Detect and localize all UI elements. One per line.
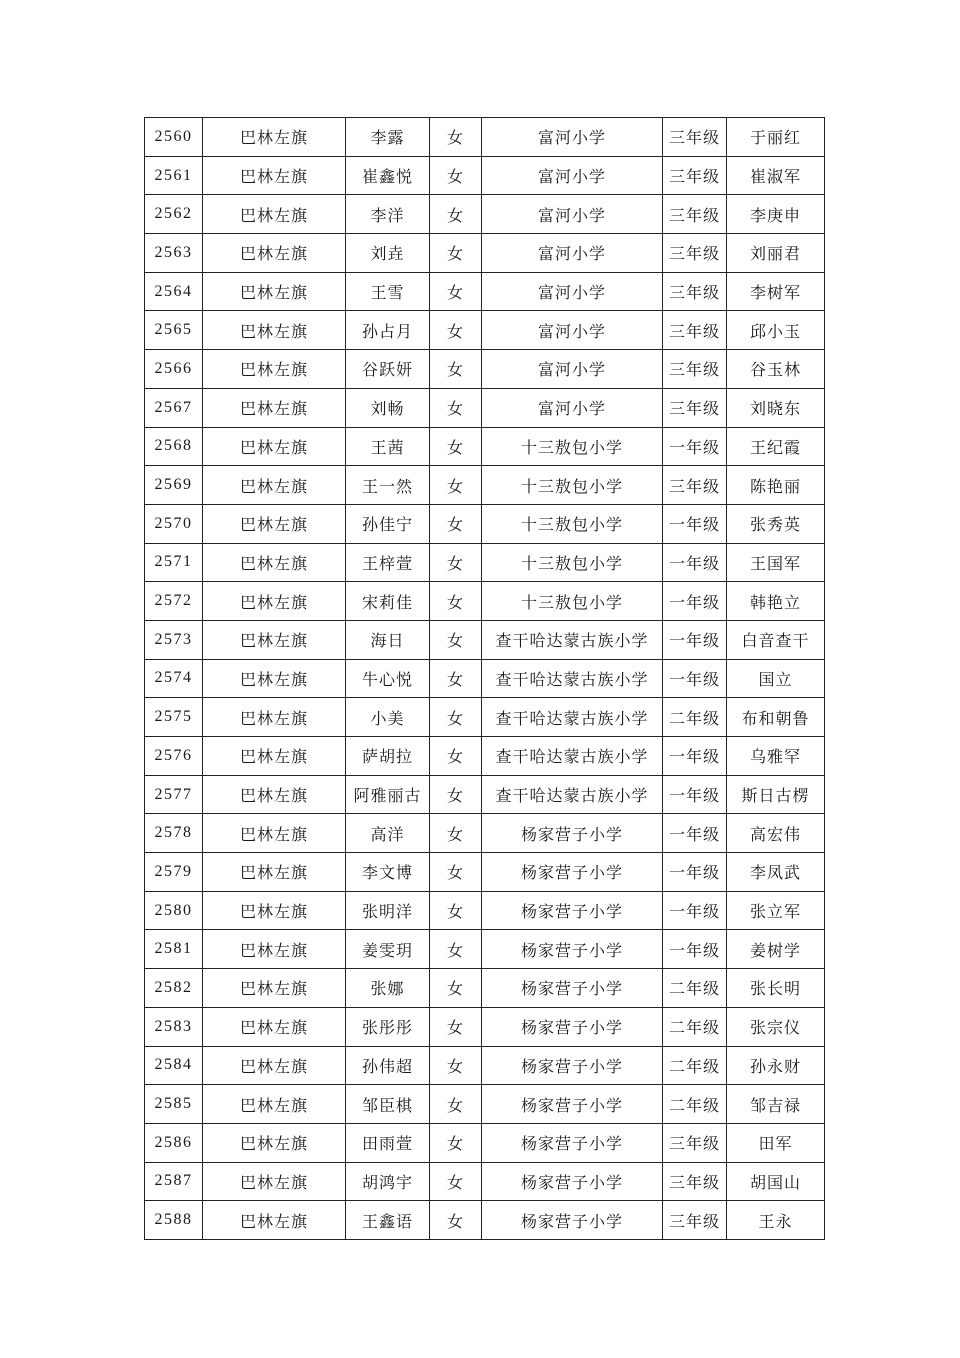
student-name-cell: 李文博 — [346, 853, 430, 892]
grade-cell: 三年级 — [663, 1162, 727, 1201]
guardian-name-cell: 刘丽君 — [727, 234, 825, 273]
guardian-name-cell: 刘晓东 — [727, 388, 825, 427]
school-cell: 十三敖包小学 — [482, 582, 663, 621]
guardian-name-cell: 高宏伟 — [727, 814, 825, 853]
guardian-name-cell: 于丽红 — [727, 118, 825, 157]
table-row — [145, 814, 825, 853]
student-name-cell: 田雨萱 — [346, 1123, 430, 1162]
serial-number-cell: 2576 — [145, 737, 203, 776]
guardian-name-cell: 张秀英 — [727, 504, 825, 543]
gender-cell: 女 — [430, 891, 482, 930]
student-name-cell: 刘垚 — [346, 234, 430, 273]
serial-number-cell: 2574 — [145, 659, 203, 698]
table-row — [145, 195, 825, 234]
school-cell: 查干哈达蒙古族小学 — [482, 737, 663, 776]
school-cell: 杨家营子小学 — [482, 1046, 663, 1085]
gender-cell: 女 — [430, 1007, 482, 1046]
grade-cell: 二年级 — [663, 1085, 727, 1124]
region-cell: 巴林左旗 — [203, 620, 346, 659]
table-row — [145, 1085, 825, 1124]
guardian-name-cell: 乌雅罕 — [727, 737, 825, 776]
gender-cell: 女 — [430, 234, 482, 273]
table-row — [145, 234, 825, 273]
student-name-cell: 孙伟超 — [346, 1046, 430, 1085]
table-row — [145, 775, 825, 814]
table-row — [145, 582, 825, 621]
grade-cell: 三年级 — [663, 350, 727, 389]
table-row — [145, 272, 825, 311]
guardian-name-cell: 李树军 — [727, 272, 825, 311]
serial-number-cell: 2583 — [145, 1007, 203, 1046]
student-name-cell: 小美 — [346, 698, 430, 737]
gender-cell: 女 — [430, 504, 482, 543]
serial-number-cell: 2588 — [145, 1201, 203, 1240]
table-row — [145, 969, 825, 1008]
serial-number-cell: 2585 — [145, 1085, 203, 1124]
region-cell: 巴林左旗 — [203, 659, 346, 698]
student-name-cell: 王雪 — [346, 272, 430, 311]
student-name-cell: 张彤彤 — [346, 1007, 430, 1046]
region-cell: 巴林左旗 — [203, 388, 346, 427]
guardian-name-cell: 白音查干 — [727, 620, 825, 659]
guardian-name-cell: 布和朝鲁 — [727, 698, 825, 737]
guardian-name-cell: 胡国山 — [727, 1162, 825, 1201]
serial-number-cell: 2563 — [145, 234, 203, 273]
region-cell: 巴林左旗 — [203, 272, 346, 311]
guardian-name-cell: 田军 — [727, 1123, 825, 1162]
student-name-cell: 孙佳宁 — [346, 504, 430, 543]
school-cell: 富河小学 — [482, 388, 663, 427]
serial-number-cell: 2581 — [145, 930, 203, 969]
serial-number-cell: 2569 — [145, 466, 203, 505]
region-cell: 巴林左旗 — [203, 118, 346, 157]
gender-cell: 女 — [430, 1201, 482, 1240]
region-cell: 巴林左旗 — [203, 195, 346, 234]
guardian-name-cell: 邱小玉 — [727, 311, 825, 350]
gender-cell: 女 — [430, 543, 482, 582]
table-row — [145, 350, 825, 389]
region-cell: 巴林左旗 — [203, 1046, 346, 1085]
grade-cell: 一年级 — [663, 775, 727, 814]
student-name-cell: 王梓萱 — [346, 543, 430, 582]
guardian-name-cell: 陈艳丽 — [727, 466, 825, 505]
school-cell: 富河小学 — [482, 311, 663, 350]
guardian-name-cell: 崔淑军 — [727, 156, 825, 195]
grade-cell: 一年级 — [663, 891, 727, 930]
gender-cell: 女 — [430, 350, 482, 389]
region-cell: 巴林左旗 — [203, 737, 346, 776]
table-row — [145, 659, 825, 698]
serial-number-cell: 2573 — [145, 620, 203, 659]
table-row — [145, 620, 825, 659]
guardian-name-cell: 孙永财 — [727, 1046, 825, 1085]
region-cell: 巴林左旗 — [203, 466, 346, 505]
guardian-name-cell: 国立 — [727, 659, 825, 698]
table-row — [145, 891, 825, 930]
student-name-cell: 张娜 — [346, 969, 430, 1008]
gender-cell: 女 — [430, 195, 482, 234]
gender-cell: 女 — [430, 969, 482, 1008]
serial-number-cell: 2571 — [145, 543, 203, 582]
grade-cell: 一年级 — [663, 582, 727, 621]
table-row — [145, 543, 825, 582]
student-name-cell: 孙占月 — [346, 311, 430, 350]
student-name-cell: 王茜 — [346, 427, 430, 466]
school-cell: 富河小学 — [482, 272, 663, 311]
student-name-cell: 胡鸿宇 — [346, 1162, 430, 1201]
grade-cell: 一年级 — [663, 427, 727, 466]
school-cell: 杨家营子小学 — [482, 1162, 663, 1201]
guardian-name-cell: 谷玉林 — [727, 350, 825, 389]
school-cell: 杨家营子小学 — [482, 930, 663, 969]
serial-number-cell: 2572 — [145, 582, 203, 621]
school-cell: 富河小学 — [482, 234, 663, 273]
serial-number-cell: 2566 — [145, 350, 203, 389]
region-cell: 巴林左旗 — [203, 311, 346, 350]
grade-cell: 三年级 — [663, 272, 727, 311]
gender-cell: 女 — [430, 311, 482, 350]
gender-cell: 女 — [430, 620, 482, 659]
roster-body — [145, 118, 825, 1240]
serial-number-cell: 2561 — [145, 156, 203, 195]
table-row — [145, 930, 825, 969]
grade-cell: 二年级 — [663, 698, 727, 737]
region-cell: 巴林左旗 — [203, 1007, 346, 1046]
gender-cell: 女 — [430, 388, 482, 427]
student-name-cell: 海日 — [346, 620, 430, 659]
region-cell: 巴林左旗 — [203, 698, 346, 737]
school-cell: 杨家营子小学 — [482, 891, 663, 930]
guardian-name-cell: 姜树学 — [727, 930, 825, 969]
school-cell: 富河小学 — [482, 118, 663, 157]
region-cell: 巴林左旗 — [203, 891, 346, 930]
student-name-cell: 崔鑫悦 — [346, 156, 430, 195]
grade-cell: 一年级 — [663, 504, 727, 543]
school-cell: 杨家营子小学 — [482, 1123, 663, 1162]
grade-cell: 三年级 — [663, 1123, 727, 1162]
school-cell: 富河小学 — [482, 156, 663, 195]
region-cell: 巴林左旗 — [203, 969, 346, 1008]
grade-cell: 一年级 — [663, 543, 727, 582]
grade-cell: 一年级 — [663, 620, 727, 659]
gender-cell: 女 — [430, 1085, 482, 1124]
serial-number-cell: 2586 — [145, 1123, 203, 1162]
student-name-cell: 李露 — [346, 118, 430, 157]
table-row — [145, 853, 825, 892]
school-cell: 十三敖包小学 — [482, 504, 663, 543]
region-cell: 巴林左旗 — [203, 350, 346, 389]
region-cell: 巴林左旗 — [203, 504, 346, 543]
school-cell: 查干哈达蒙古族小学 — [482, 620, 663, 659]
table-row — [145, 504, 825, 543]
serial-number-cell: 2578 — [145, 814, 203, 853]
student-name-cell: 刘畅 — [346, 388, 430, 427]
region-cell: 巴林左旗 — [203, 853, 346, 892]
school-cell: 杨家营子小学 — [482, 969, 663, 1008]
school-cell: 查干哈达蒙古族小学 — [482, 659, 663, 698]
school-cell: 十三敖包小学 — [482, 466, 663, 505]
school-cell: 杨家营子小学 — [482, 1085, 663, 1124]
student-name-cell: 王一然 — [346, 466, 430, 505]
gender-cell: 女 — [430, 156, 482, 195]
guardian-name-cell: 韩艳立 — [727, 582, 825, 621]
region-cell: 巴林左旗 — [203, 775, 346, 814]
student-name-cell: 牛心悦 — [346, 659, 430, 698]
gender-cell: 女 — [430, 118, 482, 157]
region-cell: 巴林左旗 — [203, 1085, 346, 1124]
serial-number-cell: 2564 — [145, 272, 203, 311]
student-name-cell: 张明洋 — [346, 891, 430, 930]
serial-number-cell: 2584 — [145, 1046, 203, 1085]
table-row — [145, 1162, 825, 1201]
grade-cell: 二年级 — [663, 1007, 727, 1046]
serial-number-cell: 2582 — [145, 969, 203, 1008]
region-cell: 巴林左旗 — [203, 1162, 346, 1201]
table-row — [145, 1046, 825, 1085]
school-cell: 富河小学 — [482, 195, 663, 234]
serial-number-cell: 2587 — [145, 1162, 203, 1201]
grade-cell: 一年级 — [663, 930, 727, 969]
table-row — [145, 1201, 825, 1240]
gender-cell: 女 — [430, 272, 482, 311]
student-roster-table — [144, 117, 825, 1240]
grade-cell: 三年级 — [663, 156, 727, 195]
serial-number-cell: 2579 — [145, 853, 203, 892]
guardian-name-cell: 张长明 — [727, 969, 825, 1008]
table-row — [145, 156, 825, 195]
serial-number-cell: 2570 — [145, 504, 203, 543]
table-row — [145, 1123, 825, 1162]
grade-cell: 三年级 — [663, 118, 727, 157]
serial-number-cell: 2575 — [145, 698, 203, 737]
table-row — [145, 118, 825, 157]
guardian-name-cell: 王永 — [727, 1201, 825, 1240]
serial-number-cell: 2577 — [145, 775, 203, 814]
grade-cell: 二年级 — [663, 1046, 727, 1085]
region-cell: 巴林左旗 — [203, 1123, 346, 1162]
student-name-cell: 李洋 — [346, 195, 430, 234]
student-name-cell: 王鑫语 — [346, 1201, 430, 1240]
table-row — [145, 698, 825, 737]
guardian-name-cell: 王纪霞 — [727, 427, 825, 466]
grade-cell: 三年级 — [663, 311, 727, 350]
guardian-name-cell: 邹吉禄 — [727, 1085, 825, 1124]
table-row — [145, 1007, 825, 1046]
guardian-name-cell: 张立军 — [727, 891, 825, 930]
student-name-cell: 邹臣棋 — [346, 1085, 430, 1124]
gender-cell: 女 — [430, 466, 482, 505]
region-cell: 巴林左旗 — [203, 234, 346, 273]
grade-cell: 一年级 — [663, 659, 727, 698]
guardian-name-cell: 李凤武 — [727, 853, 825, 892]
grade-cell: 二年级 — [663, 969, 727, 1008]
gender-cell: 女 — [430, 427, 482, 466]
gender-cell: 女 — [430, 1046, 482, 1085]
table-row — [145, 427, 825, 466]
school-cell: 十三敖包小学 — [482, 543, 663, 582]
gender-cell: 女 — [430, 775, 482, 814]
school-cell: 十三敖包小学 — [482, 427, 663, 466]
gender-cell: 女 — [430, 853, 482, 892]
table-row — [145, 388, 825, 427]
region-cell: 巴林左旗 — [203, 427, 346, 466]
grade-cell: 一年级 — [663, 814, 727, 853]
student-name-cell: 谷跃妍 — [346, 350, 430, 389]
region-cell: 巴林左旗 — [203, 1201, 346, 1240]
guardian-name-cell: 张宗仪 — [727, 1007, 825, 1046]
student-name-cell: 萨胡拉 — [346, 737, 430, 776]
guardian-name-cell: 李庚申 — [727, 195, 825, 234]
gender-cell: 女 — [430, 1123, 482, 1162]
serial-number-cell: 2562 — [145, 195, 203, 234]
table-row — [145, 311, 825, 350]
serial-number-cell: 2568 — [145, 427, 203, 466]
region-cell: 巴林左旗 — [203, 156, 346, 195]
serial-number-cell: 2567 — [145, 388, 203, 427]
grade-cell: 一年级 — [663, 737, 727, 776]
gender-cell: 女 — [430, 582, 482, 621]
serial-number-cell: 2565 — [145, 311, 203, 350]
school-cell: 富河小学 — [482, 350, 663, 389]
school-cell: 杨家营子小学 — [482, 1201, 663, 1240]
region-cell: 巴林左旗 — [203, 582, 346, 621]
guardian-name-cell: 王国军 — [727, 543, 825, 582]
school-cell: 杨家营子小学 — [482, 1007, 663, 1046]
gender-cell: 女 — [430, 1162, 482, 1201]
grade-cell: 三年级 — [663, 1201, 727, 1240]
school-cell: 杨家营子小学 — [482, 853, 663, 892]
region-cell: 巴林左旗 — [203, 814, 346, 853]
grade-cell: 三年级 — [663, 234, 727, 273]
guardian-name-cell: 斯日古楞 — [727, 775, 825, 814]
student-name-cell: 阿雅丽古 — [346, 775, 430, 814]
student-name-cell: 姜雯玥 — [346, 930, 430, 969]
gender-cell: 女 — [430, 930, 482, 969]
school-cell: 杨家营子小学 — [482, 814, 663, 853]
gender-cell: 女 — [430, 814, 482, 853]
table-row — [145, 737, 825, 776]
grade-cell: 一年级 — [663, 853, 727, 892]
student-name-cell: 宋莉佳 — [346, 582, 430, 621]
gender-cell: 女 — [430, 737, 482, 776]
school-cell: 查干哈达蒙古族小学 — [482, 775, 663, 814]
student-name-cell: 高洋 — [346, 814, 430, 853]
gender-cell: 女 — [430, 659, 482, 698]
serial-number-cell: 2580 — [145, 891, 203, 930]
school-cell: 查干哈达蒙古族小学 — [482, 698, 663, 737]
table-row — [145, 466, 825, 505]
serial-number-cell: 2560 — [145, 118, 203, 157]
region-cell: 巴林左旗 — [203, 543, 346, 582]
region-cell: 巴林左旗 — [203, 930, 346, 969]
gender-cell: 女 — [430, 698, 482, 737]
grade-cell: 三年级 — [663, 466, 727, 505]
grade-cell: 三年级 — [663, 388, 727, 427]
grade-cell: 三年级 — [663, 195, 727, 234]
